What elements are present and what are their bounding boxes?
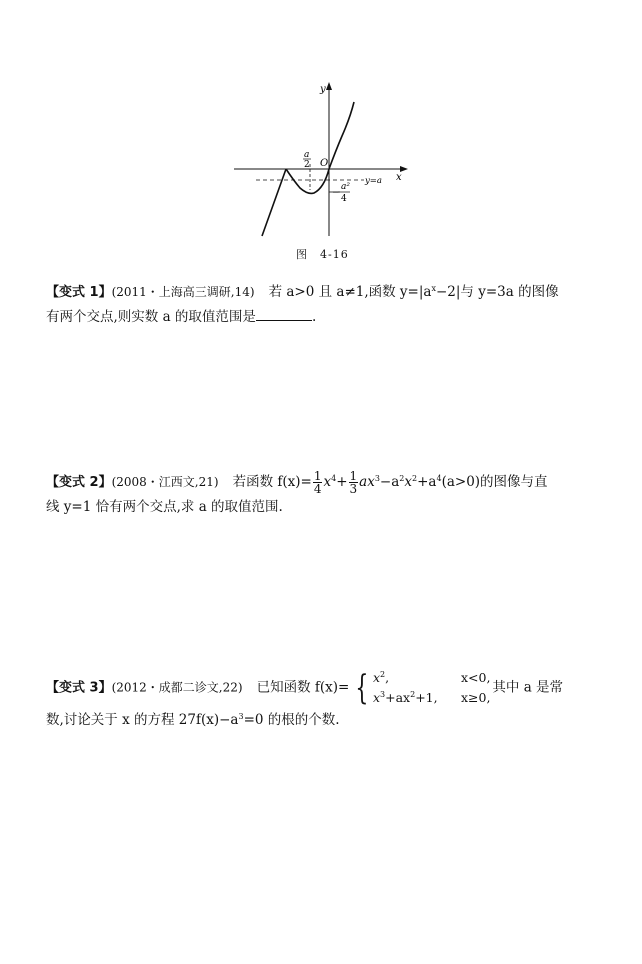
superscript: 3 — [374, 474, 380, 483]
problem-text-line2: 线 y=1 恰有两个交点,求 a 的取值范围. — [46, 499, 283, 515]
line-label-y-a: y=a — [365, 176, 382, 186]
comma: , — [385, 670, 390, 685]
superscript: 3 — [238, 712, 244, 721]
term: ax — [359, 474, 375, 490]
graph-svg — [228, 78, 418, 238]
y-axis-arrow — [326, 82, 332, 90]
answer-blank — [256, 306, 312, 321]
fraction-numerator: 1 — [349, 469, 358, 483]
case-expr: x — [372, 690, 381, 705]
fraction-1-4 — [313, 470, 323, 495]
case-condition: x<0, — [460, 670, 491, 685]
case-row-2 — [373, 690, 490, 705]
problem-text: −2|与 y=3a 的图像 — [435, 284, 559, 300]
superscript: 2 — [399, 474, 405, 483]
figure-4-16 — [228, 78, 418, 238]
problem-text-line2-end: =0 的根的个数. — [243, 712, 340, 728]
period: . — [311, 309, 317, 325]
problem-text: 已知函数 f(x)= — [256, 679, 350, 696]
fraction-numerator: 1 — [313, 469, 322, 483]
problem-tag: 【变式 2】 — [46, 475, 112, 490]
superscript: x — [431, 284, 436, 293]
case-expr: x — [372, 670, 381, 685]
origin-label: O — [320, 158, 329, 169]
frac-a24-num: a² — [341, 182, 350, 192]
problem-tag: 【变式 1】 — [46, 285, 112, 300]
curve-middle — [286, 169, 329, 193]
problem-source: (2008・江西文,21) — [111, 475, 219, 489]
left-brace: { — [355, 668, 369, 708]
y-axis-label: y — [320, 84, 326, 95]
case-row-1 — [373, 670, 490, 685]
problem-text: 其中 a 是常 — [492, 679, 564, 696]
cases — [373, 668, 490, 708]
term: x — [323, 474, 332, 490]
frac-a24-den: 4 — [341, 194, 347, 204]
figure-caption: 图 4-16 — [296, 248, 349, 261]
case-expr: +1, — [415, 690, 438, 705]
term: +a — [417, 474, 437, 490]
problem-tag: 【变式 3】 — [46, 680, 112, 696]
term: x — [404, 474, 412, 490]
problem-source: (2011・上海高三调研,14) — [111, 285, 255, 299]
superscript: 2 — [380, 670, 386, 679]
problem-text-line2: 数,讨论关于 x 的方程 27f(x)−a — [46, 712, 239, 728]
problem-text: 若函数 f(x)= — [232, 474, 312, 490]
problem-text: 若 a>0 且 a≠1,函数 y=|a — [268, 284, 432, 300]
problem-text: (a>0)的图像与直 — [441, 474, 548, 490]
problem-variant-3 — [46, 668, 606, 732]
x-axis-label: x — [396, 172, 402, 183]
case-expr: +ax — [385, 690, 411, 705]
superscript: 4 — [331, 474, 337, 483]
frac-a2-num: a — [304, 150, 310, 160]
fraction-denominator: 4 — [313, 482, 322, 496]
problem-text-line2: 有两个交点,则实数 a 的取值范围是 — [46, 309, 256, 325]
case-condition: x≥0, — [460, 690, 491, 705]
superscript: 3 — [380, 690, 386, 699]
piecewise-function — [351, 668, 490, 708]
curve-left-branch — [262, 169, 286, 236]
superscript: 2 — [412, 474, 418, 483]
fraction-denominator: 3 — [349, 482, 358, 496]
superscript: 2 — [410, 690, 416, 699]
operator: + — [336, 474, 348, 490]
fraction-1-3 — [349, 470, 359, 495]
problem-source: (2012・成都二诊文,22) — [111, 680, 243, 695]
superscript: 4 — [436, 474, 442, 483]
frac-a2-den: 2 — [304, 160, 310, 170]
curve-right-branch — [329, 102, 354, 169]
problem-variant-1 — [46, 280, 606, 329]
frac-a24-minus: − — [332, 188, 340, 198]
term: −a — [379, 474, 400, 490]
problem-variant-2 — [46, 470, 606, 519]
